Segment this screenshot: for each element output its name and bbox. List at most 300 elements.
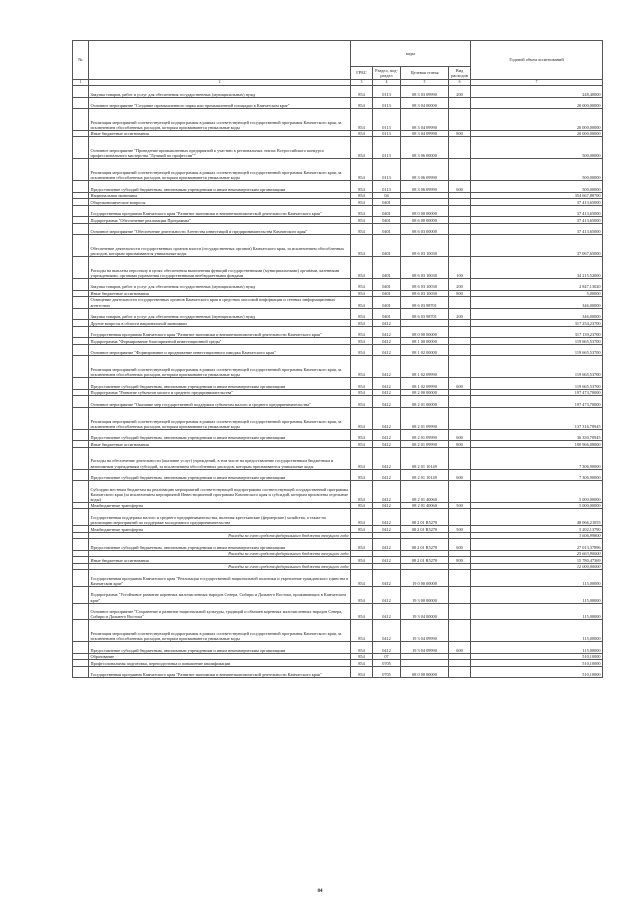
row-exptype-cell [449, 586, 471, 603]
row-name-cell: Расходы за счет средств федерального бюджета текущего года [89, 550, 351, 557]
row-section-cell: 0412 [373, 557, 401, 564]
row-grbs-cell: 854 [351, 378, 373, 390]
row-amount-cell: 37 413,65000 [471, 217, 603, 224]
row-amount-cell: 500,00000 [471, 159, 603, 181]
row-name-cell: Основное мероприятие "Создание промышленного парка или промышленной площадки в Камчатском крае" [89, 97, 351, 109]
row-amount-cell: 119 665,53700 [471, 344, 603, 356]
row-exptype-cell: 800 [449, 441, 471, 448]
row-name-cell: Образование [89, 653, 351, 660]
row-section-cell: 0412 [373, 429, 401, 441]
row-exptype-cell: 600 [449, 429, 471, 441]
row-amount-cell: 119 665,53700 [471, 338, 603, 345]
row-grbs-cell: 854 [351, 344, 373, 356]
row-exptype-cell [449, 326, 471, 338]
row-name-cell: Основное мероприятие "Проведение промышленных предприятий к участию в региональных этапах Всероссийского конкурса профессионального мастерства "Лучший по профессии"" [89, 137, 351, 159]
row-grbs-cell: 854 [351, 653, 373, 660]
row-grbs-cell: 854 [351, 539, 373, 551]
table-body [73, 86, 603, 678]
row-grbs-cell: 854 [351, 257, 373, 279]
row-amount-cell: 25 663,90000 [471, 550, 603, 557]
row-amount-cell: 100 966,08000 [471, 441, 603, 448]
row-section-cell: 0401 [373, 278, 401, 290]
table-row [73, 378, 603, 390]
table-row [73, 308, 603, 320]
row-section-cell: 0705 [373, 660, 401, 667]
row-exptype-cell [449, 666, 471, 678]
row-exptype-cell [449, 407, 471, 429]
row-exptype-cell [449, 570, 471, 587]
table-row [73, 109, 603, 131]
row-grbs-cell: 854 [351, 447, 373, 469]
table-row [73, 159, 603, 181]
row-grbs-cell: 854 [351, 481, 373, 503]
row-exptype-cell [449, 396, 471, 408]
row-article-cell: 08 6 03 10030 [401, 290, 449, 297]
row-article-cell: 08 1 02 00000 [401, 344, 449, 356]
row-grbs-cell: 854 [351, 666, 373, 678]
row-name-cell: Предоставление субсидий бюджетным, автономным учреждениям и иным некоммерческим организациям [89, 181, 351, 193]
row-number-cell [73, 257, 89, 279]
row-amount-cell: 510,10000 [471, 653, 603, 660]
row-section-cell: 0113 [373, 181, 401, 193]
row-name-cell: Предоставление субсидий бюджетным, автономным учреждениям и иным некоммерческим организациям [89, 642, 351, 654]
row-grbs-cell: 854 [351, 441, 373, 448]
row-article-cell: 08 3 06 09990 [401, 159, 449, 181]
row-name-cell: Государственная программа Камчатского края "Развитие экономики и внешнеэкономической деятельности Камчатского края" [89, 666, 351, 678]
row-name-cell: Обеспечение деятельности государственных органов власти (государственных органов) Камчатского края, за исключением обособленных расходов, которым присваиваются уникальные коды [89, 235, 351, 257]
row-name-cell: Реализация мероприятий соответствующей подпрограммы в рамках соответствующей государственной программы Камчатского края, за исключением обособленных расходов, которым присваиваются уникальные коды [89, 407, 351, 429]
row-article-cell: 08 2 01 10149 [401, 469, 449, 481]
row-grbs-cell: 854 [351, 97, 373, 109]
row-article-cell: 08 3 06 09990 [401, 181, 449, 193]
row-section-cell: 0412 [373, 620, 401, 642]
row-section-cell: 07 [373, 653, 401, 660]
row-section-cell: 0401 [373, 257, 401, 279]
row-section-cell: 0113 [373, 109, 401, 131]
row-section-cell: 0401 [373, 205, 401, 217]
row-article-cell: 08 2 01 09990 [401, 429, 449, 441]
row-exptype-cell: 800 [449, 290, 471, 297]
table-row [73, 235, 603, 257]
row-section-cell: 0412 [373, 378, 401, 390]
row-article-cell: 08 6 03 98701 [401, 297, 449, 309]
row-article-cell: 08 6 00 00000 [401, 217, 449, 224]
row-grbs-cell: 854 [351, 159, 373, 181]
row-number-cell [73, 509, 89, 526]
row-name-cell: Реализация мероприятий соответствующей подпрограммы в рамках соответствующей государственной программы Камчатского края, за исключением обособленных расходов, которым присваиваются уникальные коды [89, 620, 351, 642]
row-amount-cell: 12 000,00000 [471, 563, 603, 570]
row-article-cell: 08 2 01 R5270 [401, 526, 449, 533]
row-article-cell: 08 2 01 40060 [401, 481, 449, 503]
row-section-cell: 0412 [373, 396, 401, 408]
row-name-cell: Расходы на обеспечение деятельности (оказание услуг) учреждений, в том числе на предоставление государственным бюджетным и автономным учреждениям субсидий, за исключением обособленных расходов, которым присваиваются уникальные коды [89, 447, 351, 469]
table-row [73, 469, 603, 481]
row-exptype-cell: 200 [449, 86, 471, 98]
col-name-header [89, 41, 351, 80]
row-amount-cell: 37 067,65000 [471, 235, 603, 257]
row-grbs-cell: 854 [351, 586, 373, 603]
row-article-cell: 08 2 00 00000 [401, 389, 449, 396]
page-number: 84 [317, 889, 323, 894]
row-exptype-cell [449, 205, 471, 217]
row-amount-cell: 346,00000 [471, 308, 603, 320]
table-row [73, 642, 603, 654]
row-number-cell [73, 326, 89, 338]
row-amount-cell: 346,00000 [471, 297, 603, 309]
row-grbs-cell: 854 [351, 429, 373, 441]
row-number-cell [73, 469, 89, 481]
row-grbs-cell: 854 [351, 502, 373, 509]
row-exptype-cell: 600 [449, 642, 471, 654]
row-article-cell: 08 2 01 40060 [401, 502, 449, 509]
row-name-cell: Подпрограмма "Обеспечение реализации Программы" [89, 217, 351, 224]
table-row [73, 344, 603, 356]
row-name-cell: Иные бюджетные ассигнования [89, 441, 351, 448]
col-number-header: № [73, 41, 89, 80]
row-amount-cell: 317 139,23700 [471, 326, 603, 338]
row-amount-cell: 7 306,90000 [471, 469, 603, 481]
row-section-cell: 0412 [373, 502, 401, 509]
col-index-7: 7 [471, 80, 603, 86]
row-grbs-cell: 854 [351, 603, 373, 620]
row-section-cell: 0412 [373, 481, 401, 503]
row-article-cell: 19 3 04 09990 [401, 620, 449, 642]
table-row [73, 481, 603, 503]
row-number-cell [73, 481, 89, 503]
row-grbs-cell: 854 [351, 192, 373, 199]
table-row [73, 137, 603, 159]
row-name-cell: Межбюджетные трансферты [89, 526, 351, 533]
row-amount-cell: 115,00000 [471, 642, 603, 654]
row-name-cell: Иные бюджетные ассигнования [89, 557, 351, 564]
row-section-cell: 0412 [373, 570, 401, 587]
row-name-cell: Реализация мероприятий соответствующей подпрограммы в рамках соответствующей государственной программы Камчатского края, за исключением обособленных расходов, которым присваиваются уникальные коды [89, 109, 351, 131]
row-article-cell: 08 1 02 09990 [401, 356, 449, 378]
row-number-cell [73, 407, 89, 429]
row-exptype-cell [449, 97, 471, 109]
row-grbs-cell: 854 [351, 137, 373, 159]
row-section-cell: 0113 [373, 86, 401, 98]
row-exptype-cell: 800 [449, 130, 471, 137]
row-name-cell: Межбюджетные трансферты [89, 502, 351, 509]
table-row [73, 86, 603, 98]
row-amount-cell: 37 413,65000 [471, 205, 603, 217]
row-grbs-cell: 854 [351, 130, 373, 137]
row-exptype-cell [449, 447, 471, 469]
row-name-cell: Государственная программа Камчатского края "Развитие экономики и внешнеэкономической деятельности Камчатского края" [89, 326, 351, 338]
row-name-cell: Расходы за счет средств федерального бюджета текущего года [89, 563, 351, 570]
table-row [73, 223, 603, 235]
row-name-cell: Государственная программа Камчатского края "Развитие экономики и внешнеэкономической деятельности Камчатского края" [89, 205, 351, 217]
row-exptype-cell: 600 [449, 539, 471, 551]
row-article-cell: 08 3 04 09990 [401, 130, 449, 137]
table-row [73, 509, 603, 526]
row-exptype-cell: 500 [449, 526, 471, 533]
row-article-cell: 08 2 01 00000 [401, 396, 449, 408]
row-amount-cell: 115,00000 [471, 586, 603, 603]
row-section-cell: 0412 [373, 469, 401, 481]
col-index-2: 2 [89, 80, 351, 86]
row-article-cell: 08 2 01 R5270 [401, 509, 449, 526]
table-row [73, 396, 603, 408]
row-grbs-cell: 854 [351, 223, 373, 235]
table-row [73, 570, 603, 587]
row-section-cell: 0412 [373, 326, 401, 338]
row-number-cell [73, 205, 89, 217]
row-section-cell: 0412 [373, 539, 401, 551]
row-article-cell: 08 0 00 00000 [401, 666, 449, 678]
row-name-cell: Реализация мероприятий соответствующей подпрограммы в рамках соответствующей государственной программы Камчатского края, за исключением обособленных расходов, которым присваиваются уникальные коды [89, 356, 351, 378]
row-grbs-cell: 854 [351, 660, 373, 667]
col-article-header: Целевая статья [401, 67, 449, 80]
row-amount-cell: 197 473,70000 [471, 396, 603, 408]
row-name-cell: Расходы на выплаты персоналу в целях обеспечения выполнения функций государственными (муниципальными) органами, казенными учреждениями, органами управления государственными внебюджетными фондами [89, 257, 351, 279]
row-grbs-cell: 854 [351, 557, 373, 564]
col-codes-header: коды [351, 41, 471, 67]
row-exptype-cell [449, 344, 471, 356]
table-row [73, 278, 603, 290]
row-amount-cell: 15 780,47369 [471, 557, 603, 564]
row-grbs-cell: 854 [351, 620, 373, 642]
row-grbs-cell: 854 [351, 407, 373, 429]
col-amount-header: Годовой объем ассигнований [471, 41, 603, 80]
row-section-cell: 0412 [373, 356, 401, 378]
row-section-cell: 0401 [373, 297, 401, 309]
row-exptype-cell [449, 159, 471, 181]
row-number-cell [73, 137, 89, 159]
row-article-cell: 08 2 01 10149 [401, 447, 449, 469]
row-article-cell: 08 2 01 R5270 [401, 557, 449, 564]
row-name-cell: Предоставление субсидий бюджетным, автономным учреждениям и иным некоммерческим организациям [89, 469, 351, 481]
row-number-cell [73, 223, 89, 235]
row-article-cell: 08 3 03 09990 [401, 86, 449, 98]
row-name-cell: Закупка товаров, работ и услуг для обеспечения государственных (муниципальных) нужд [89, 86, 351, 98]
row-amount-cell: 34 215,52000 [471, 257, 603, 279]
row-exptype-cell: 100 [449, 257, 471, 279]
row-grbs-cell: 854 [351, 199, 373, 206]
row-number-cell [73, 278, 89, 290]
row-section-cell: 04 [373, 192, 401, 199]
row-article-cell: 08 2 01 R5270 [401, 539, 449, 551]
budget-table-document [72, 40, 602, 678]
row-amount-cell: 36 350,70945 [471, 429, 603, 441]
row-number-cell [73, 297, 89, 309]
table-row [73, 447, 603, 469]
row-article-cell: 19 3 04 09990 [401, 642, 449, 654]
row-section-cell: 0113 [373, 159, 401, 181]
row-name-cell: Основное мероприятие "Оказание мер государственной поддержки субъектам малого и среднего предпринимательства" [89, 396, 351, 408]
row-amount-cell: 137 316,78945 [471, 407, 603, 429]
row-number-cell [73, 344, 89, 356]
row-grbs-cell: 854 [351, 290, 373, 297]
row-grbs-cell: 854 [351, 235, 373, 257]
row-section-cell: 0412 [373, 526, 401, 533]
row-number-cell [73, 539, 89, 551]
row-amount-cell: 5 000,00000 [471, 502, 603, 509]
row-amount-cell: 2 847,13020 [471, 278, 603, 290]
row-exptype-cell: 600 [449, 378, 471, 390]
row-exptype-cell: 600 [449, 181, 471, 193]
row-exptype-cell [449, 356, 471, 378]
row-grbs-cell: 854 [351, 469, 373, 481]
row-number-cell [73, 586, 89, 603]
row-section-cell: 0113 [373, 137, 401, 159]
row-amount-cell: 5 000,00000 [471, 481, 603, 503]
row-amount-cell: 27 013,37896 [471, 539, 603, 551]
row-article-cell: 08 1 02 09990 [401, 378, 449, 390]
row-section-cell: 0412 [373, 338, 401, 345]
row-grbs-cell: 854 [351, 570, 373, 587]
row-section-cell: 0705 [373, 666, 401, 678]
table-row [73, 407, 603, 429]
row-amount-cell: 3 606,99800 [471, 532, 603, 539]
row-name-cell: Основное мероприятие "Обеспечение деятельности Агентства инвестиций и предпринимательства Камчатского края" [89, 223, 351, 235]
row-grbs-cell: 854 [351, 509, 373, 526]
row-name-cell: Другие вопросы в области национальной экономики [89, 320, 351, 327]
row-article-cell: 08 6 03 10030 [401, 257, 449, 279]
table-row [73, 326, 603, 338]
row-article-cell: 08 0 00 00000 [401, 326, 449, 338]
row-amount-cell: 5 202,13790 [471, 526, 603, 533]
row-amount-cell: 20 000,00000 [471, 97, 603, 109]
row-section-cell: 0412 [373, 509, 401, 526]
row-number-cell [73, 429, 89, 441]
row-section-cell: 0412 [373, 642, 401, 654]
row-section-cell: 0412 [373, 447, 401, 469]
row-amount-cell: 119 665,53700 [471, 356, 603, 378]
row-number-cell [73, 308, 89, 320]
col-index-3: 3 [351, 80, 373, 86]
row-grbs-cell: 854 [351, 86, 373, 98]
budget-allocation-table [72, 40, 603, 678]
row-article-cell: 08 2 01 09990 [401, 407, 449, 429]
row-name-cell: Подпрограмма "Формирование благоприятной инвестиционной среды" [89, 338, 351, 345]
row-exptype-cell: 200 [449, 308, 471, 320]
row-exptype-cell [449, 481, 471, 503]
row-number-cell [73, 181, 89, 193]
row-number-cell [73, 642, 89, 654]
row-amount-cell: 5,00000 [471, 290, 603, 297]
row-article-cell: 19 3 00 00000 [401, 586, 449, 603]
row-section-cell: 0412 [373, 320, 401, 327]
row-name-cell: Подпрограмма "Развитие субъектов малого и среднего предпринимательства" [89, 389, 351, 396]
row-section-cell: 0401 [373, 290, 401, 297]
table-row [73, 603, 603, 620]
row-number-cell [73, 97, 89, 109]
row-number-cell [73, 396, 89, 408]
row-exptype-cell [449, 109, 471, 131]
row-number-cell [73, 235, 89, 257]
row-grbs-cell: 854 [351, 217, 373, 224]
row-amount-cell: 115,00000 [471, 603, 603, 620]
row-article-cell: 08 6 03 98701 [401, 308, 449, 320]
row-grbs-cell: 854 [351, 326, 373, 338]
row-name-cell: Предоставление субсидий бюджетным, автономным учреждениям и иным некоммерческим организациям [89, 378, 351, 390]
row-article-cell: 08 3 04 00000 [401, 97, 449, 109]
row-name-cell: Расходы за счет средств федерального бюджета текущего года [89, 532, 351, 539]
row-grbs-cell: 854 [351, 338, 373, 345]
row-amount-cell: 48 066,21055 [471, 509, 603, 526]
row-amount-cell: 510,10000 [471, 666, 603, 678]
col-index-5: 5 [401, 80, 449, 86]
row-section-cell: 0412 [373, 389, 401, 396]
row-name-cell: Предоставление субсидий бюджетным, автономным учреждениям и иным некоммерческим организациям [89, 429, 351, 441]
row-section-cell: 0113 [373, 130, 401, 137]
row-number-cell [73, 86, 89, 98]
row-section-cell: 0412 [373, 586, 401, 603]
row-name-cell: Субсидии местным бюджетам на реализацию мероприятий соответствующей подпрограммы соответствующей государственной программы Камчатского края (за исключением мероприятий Инвестиционной программы Камчатского края и субсидий, которым присвоены отдельные коды) [89, 481, 351, 503]
row-article-cell: 08 3 06 00000 [401, 137, 449, 159]
row-amount-cell: 115,00000 [471, 620, 603, 642]
row-section-cell: 0113 [373, 97, 401, 109]
row-section-cell: 0401 [373, 199, 401, 206]
row-amount-cell: 20 000,00000 [471, 130, 603, 137]
col-grbs-header: ГРБС [351, 67, 373, 80]
row-exptype-cell [449, 509, 471, 526]
row-grbs-cell: 854 [351, 308, 373, 320]
table-row [73, 356, 603, 378]
row-name-cell: Национальная экономика [89, 192, 351, 199]
table-row [73, 257, 603, 279]
row-grbs-cell: 854 [351, 278, 373, 290]
row-amount-cell: 7 306,90000 [471, 447, 603, 469]
row-name-cell: Общеэкономические вопросы [89, 199, 351, 206]
row-grbs-cell: 854 [351, 205, 373, 217]
table-row [73, 539, 603, 551]
row-amount-cell: 317 254,23700 [471, 320, 603, 327]
row-amount-cell: 248,40000 [471, 86, 603, 98]
row-article-cell: 08 6 03 10030 [401, 235, 449, 257]
row-grbs-cell: 854 [351, 396, 373, 408]
row-amount-cell: 115,00000 [471, 570, 603, 587]
table-row [73, 205, 603, 217]
row-name-cell: Подпрограмма "Устойчивое развитие коренных малочисленных народов Севера, Сибири и Дальнего Востока, проживающих в Камчатском крае" [89, 586, 351, 603]
row-grbs-cell: 854 [351, 297, 373, 309]
row-grbs-cell: 854 [351, 320, 373, 327]
table-row [73, 297, 603, 309]
row-article-cell: 19 3 04 00000 [401, 603, 449, 620]
row-grbs-cell: 854 [351, 642, 373, 654]
row-exptype-cell [449, 297, 471, 309]
row-number-cell [73, 159, 89, 181]
row-section-cell: 0412 [373, 603, 401, 620]
table-row [73, 97, 603, 109]
row-section-cell: 0401 [373, 235, 401, 257]
row-amount-cell: 500,00000 [471, 181, 603, 193]
row-section-cell: 0401 [373, 308, 401, 320]
row-section-cell: 0412 [373, 441, 401, 448]
row-amount-cell: 119 665,53700 [471, 378, 603, 390]
col-index-1: 1 [73, 80, 89, 86]
row-grbs-cell: 854 [351, 389, 373, 396]
col-index-4: 4 [373, 80, 401, 86]
row-grbs-cell: 854 [351, 181, 373, 193]
row-article-cell: 08 0 00 00000 [401, 205, 449, 217]
row-name-cell: Иные бюджетные ассигнования [89, 290, 351, 297]
table-row [73, 586, 603, 603]
row-number-cell [73, 603, 89, 620]
row-number-cell [73, 109, 89, 131]
row-article-cell: 19 0 00 00000 [401, 570, 449, 587]
table-row [73, 181, 603, 193]
row-number-cell [73, 378, 89, 390]
row-amount-cell: 37 413,65000 [471, 199, 603, 206]
row-name-cell: Основное мероприятие "Формирование и продвижение инвестиционного имиджа Камчатского края" [89, 344, 351, 356]
row-article-cell: 08 3 04 09990 [401, 109, 449, 131]
row-amount-cell: 197 473,70000 [471, 389, 603, 396]
row-amount-cell: 510,10000 [471, 660, 603, 667]
row-exptype-cell [449, 620, 471, 642]
